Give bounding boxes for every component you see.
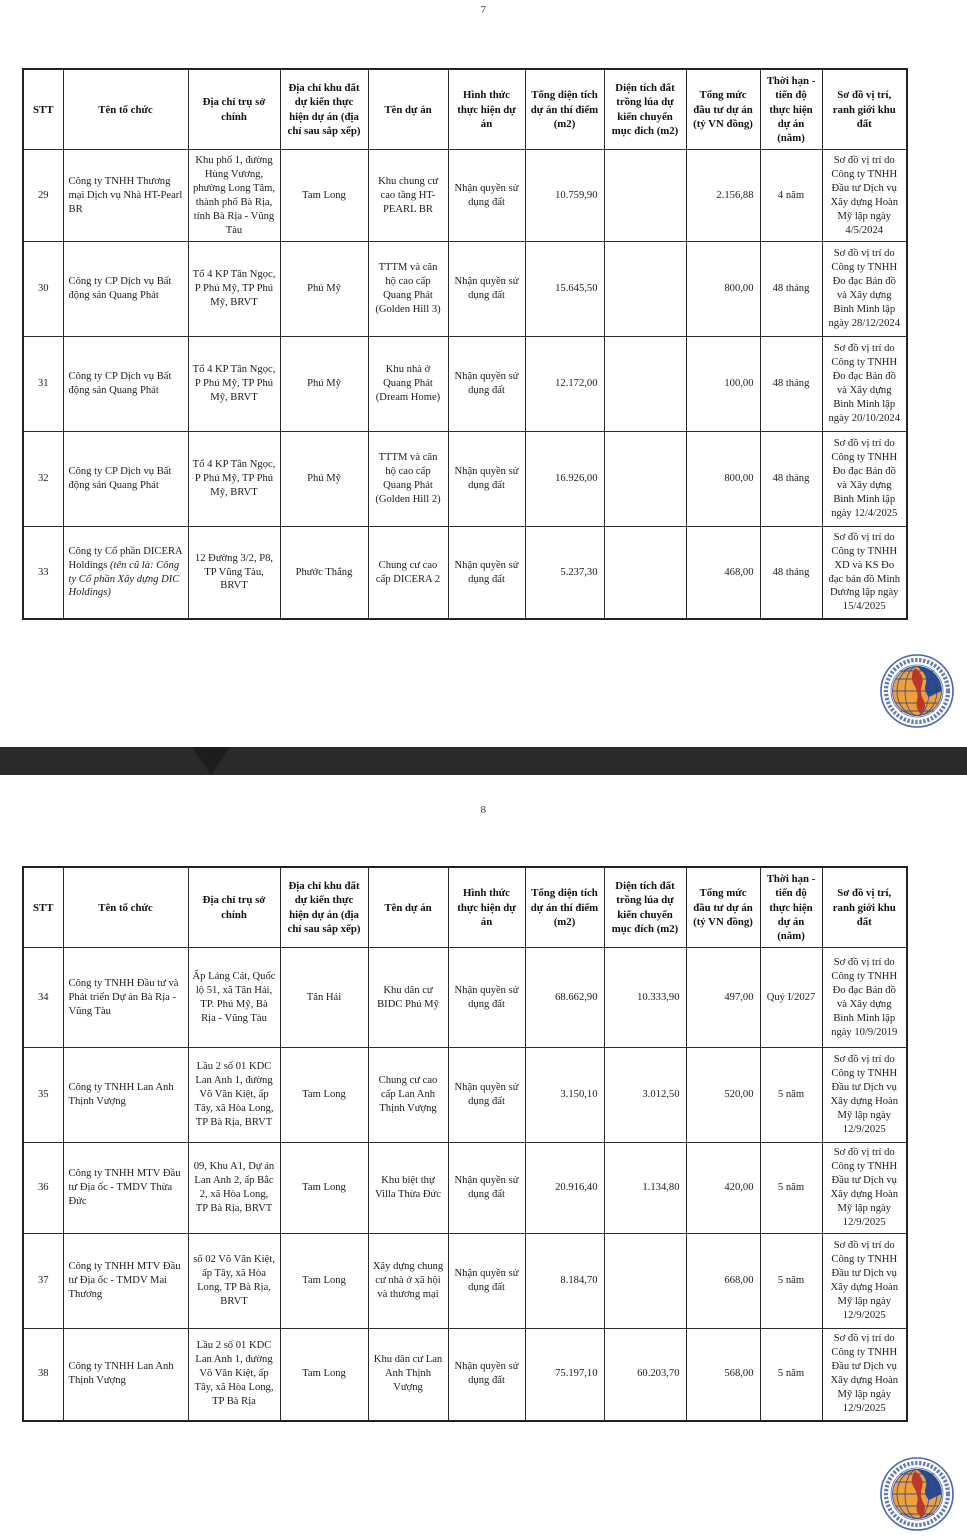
cell-site-address: Tam Long — [280, 1329, 368, 1421]
cell-project-name: Chung cư cao cấp DICERA 2 — [368, 527, 448, 619]
cell-organization: Công ty TNHH Đầu tư và Phát triển Dự án Bà Rịa - Vũng Tàu — [63, 948, 188, 1048]
cell-rice-area — [604, 337, 686, 432]
cell-stt: 38 — [23, 1329, 63, 1421]
table-row — [23, 1048, 907, 1143]
cell-organization: Công ty TNHH MTV Đầu tư Địa ốc - TMDV Thừa Đức — [63, 1143, 188, 1234]
cell-site-address: Phú Mỹ — [280, 432, 368, 527]
cell-duration: 5 năm — [760, 1048, 822, 1143]
cell-project-name: Khu nhà ở Quang Phát (Dream Home) — [368, 337, 448, 432]
column-header-stt: STT — [23, 867, 63, 948]
column-header-total-area: Tổng diện tích dự án thí điểm (m2) — [525, 69, 604, 150]
cell-rice-area: 10.333,90 — [604, 948, 686, 1048]
cell-stt: 37 — [23, 1234, 63, 1329]
table-row — [23, 432, 907, 527]
cell-investment: 668,00 — [686, 1234, 760, 1329]
page-number: 7 — [480, 4, 487, 16]
planning-portal-seal-logo — [879, 653, 955, 729]
cell-method: Nhận quyền sử dụng đất — [448, 1048, 525, 1143]
cell-total-area: 20.916,40 — [525, 1143, 604, 1234]
cell-organization — [63, 527, 188, 619]
page-divider-bar — [0, 747, 967, 775]
pilot-projects-table-page-8 — [22, 866, 908, 1422]
cell-total-area: 16.926,00 — [525, 432, 604, 527]
pilot-projects-table-page-7 — [22, 68, 908, 620]
cell-duration: 48 tháng — [760, 337, 822, 432]
cell-stt: 29 — [23, 150, 63, 242]
cell-organization: Công ty CP Dịch vụ Bất động sản Quang Phát — [63, 242, 188, 337]
cell-map-note: Sơ đồ vị trí do Công ty TNHH Đầu tư Dịch vụ Xây dựng Hoàn Mỹ lập ngày 12/9/2025 — [822, 1329, 907, 1421]
cell-total-area: 8.184,70 — [525, 1234, 604, 1329]
cell-rice-area: 1.134,80 — [604, 1143, 686, 1234]
cell-investment: 800,00 — [686, 242, 760, 337]
cell-total-area: 12.172,00 — [525, 337, 604, 432]
table-row — [23, 150, 907, 242]
cell-rice-area — [604, 432, 686, 527]
cell-duration: 5 năm — [760, 1143, 822, 1234]
document-page-8 — [0, 775, 967, 1540]
table-row — [23, 1143, 907, 1234]
column-header-site-address: Địa chỉ khu đất dự kiến thực hiện dự án (địa chỉ sau sắp xếp) — [280, 867, 368, 948]
cell-total-area: 10.759,90 — [525, 150, 604, 242]
cell-organization: Công ty TNHH MTV Đầu tư Địa ốc - TMDV Mai Thương — [63, 1234, 188, 1329]
column-header-project-name: Tên dự án — [368, 69, 448, 150]
cell-method: Nhận quyền sử dụng đất — [448, 432, 525, 527]
table-row — [23, 527, 907, 619]
cell-investment: 468,00 — [686, 527, 760, 619]
column-header-site-address: Địa chỉ khu đất dự kiến thực hiện dự án (địa chỉ sau sắp xếp) — [280, 69, 368, 150]
cell-stt: 36 — [23, 1143, 63, 1234]
cell-site-address: Tam Long — [280, 1048, 368, 1143]
cell-rice-area — [604, 527, 686, 619]
cell-investment: 100,00 — [686, 337, 760, 432]
column-header-organization: Tên tổ chức — [63, 69, 188, 150]
column-header-map-note: Sơ đồ vị trí, ranh giới khu đất — [822, 69, 907, 150]
cell-map-note: Sơ đồ vị trí do Công ty TNHH Đầu tư Dịch vụ Xây dựng Hoàn Mỹ lập ngày 4/5/2024 — [822, 150, 907, 242]
cell-stt: 35 — [23, 1048, 63, 1143]
cell-total-area: 75.197,10 — [525, 1329, 604, 1421]
column-header-investment: Tổng mức đầu tư dự án (tỷ VN đồng) — [686, 867, 760, 948]
cell-total-area: 68.662,90 — [525, 948, 604, 1048]
column-header-duration: Thời hạn - tiến độ thực hiện dự án (năm) — [760, 69, 822, 150]
column-header-stt: STT — [23, 69, 63, 150]
cell-stt: 30 — [23, 242, 63, 337]
cell-site-address: Tam Long — [280, 1234, 368, 1329]
cell-method: Nhận quyền sử dụng đất — [448, 242, 525, 337]
table-row — [23, 948, 907, 1048]
cell-rice-area: 60.203,70 — [604, 1329, 686, 1421]
table-row — [23, 1329, 907, 1421]
cell-method: Nhận quyền sử dụng đất — [448, 1329, 525, 1421]
cell-stt: 32 — [23, 432, 63, 527]
cell-organization: Công ty TNHH Lan Anh Thịnh Vượng — [63, 1329, 188, 1421]
cell-hq-address: 09, Khu A1, Dự án Lan Anh 2, ấp Bắc 2, xã Hòa Long, TP Bà Rịa, BRVT — [188, 1143, 280, 1234]
page-number: 8 — [480, 804, 487, 816]
cell-project-name: Chung cư cao cấp Lan Anh Thịnh Vượng — [368, 1048, 448, 1143]
cell-project-name: TTTM và căn hộ cao cấp Quang Phát (Golden Hill 3) — [368, 242, 448, 337]
cell-investment: 800,00 — [686, 432, 760, 527]
cell-hq-address: Tổ 4 KP Tân Ngọc, P Phú Mỹ, TP Phú Mỹ, BRVT — [188, 432, 280, 527]
cell-map-note: Sơ đồ vị trí do Công ty TNHH Đầu tư Dịch vụ Xây dựng Hoàn Mỹ lập ngày 12/9/2025 — [822, 1234, 907, 1329]
cell-map-note: Sơ đồ vị trí do Công ty TNHH Đo đạc Bản đồ và Xây dựng Bình Minh lập ngày 12/4/2025 — [822, 432, 907, 527]
cell-hq-address: số 02 Võ Văn Kiệt, ấp Tây, xã Hòa Long, TP Bà Rịa, BRVT — [188, 1234, 280, 1329]
column-header-method: Hình thức thực hiện dự án — [448, 69, 525, 150]
cell-site-address: Tân Hải — [280, 948, 368, 1048]
column-header-investment: Tổng mức đầu tư dự án (tỷ VN đồng) — [686, 69, 760, 150]
cell-site-address: Phước Thắng — [280, 527, 368, 619]
organization-name: Công ty Cổ phần DICERA Holdings — [68, 545, 183, 571]
cell-stt: 33 — [23, 527, 63, 619]
cell-map-note: Sơ đồ vị trí do Công ty TNHH Đo đạc Bản đồ và Xây dựng Bình Minh lập ngày 28/12/2024 — [822, 242, 907, 337]
cell-site-address: Tam Long — [280, 1143, 368, 1234]
cell-total-area: 5.237,30 — [525, 527, 604, 619]
cell-hq-address: Lầu 2 số 01 KDC Lan Anh 1, đường Võ Văn Kiệt, ấp Tây, xã Hòa Long, TP Bà Rịa — [188, 1329, 280, 1421]
table-row — [23, 337, 907, 432]
cell-total-area: 3.150,10 — [525, 1048, 604, 1143]
cell-site-address: Phú Mỹ — [280, 242, 368, 337]
header-row — [23, 69, 907, 150]
cell-project-name: Khu dân cư Lan Anh Thịnh Vượng — [368, 1329, 448, 1421]
cell-investment: 420,00 — [686, 1143, 760, 1234]
cell-hq-address: 12 Đường 3/2, P8, TP Vũng Tàu, BRVT — [188, 527, 280, 619]
column-header-hq-address: Địa chỉ trụ sở chính — [188, 867, 280, 948]
column-header-project-name: Tên dự án — [368, 867, 448, 948]
cell-duration: 5 năm — [760, 1329, 822, 1421]
column-header-hq-address: Địa chỉ trụ sở chính — [188, 69, 280, 150]
cell-hq-address: Ấp Láng Cát, Quốc lộ 51, xã Tân Hải, TP. Phú Mỹ, Bà Rịa - Vũng Tàu — [188, 948, 280, 1048]
cell-organization: Công ty TNHH Lan Anh Thịnh Vượng — [63, 1048, 188, 1143]
page-fold-triangle — [192, 747, 230, 775]
cell-total-area: 15.645,50 — [525, 242, 604, 337]
cell-rice-area — [604, 242, 686, 337]
cell-map-note: Sơ đồ vị trí do Công ty TNHH Đầu tư Dịch vụ Xây dựng Hoàn Mỹ lập ngày 12/9/2025 — [822, 1143, 907, 1234]
cell-project-name: Khu chung cư cao tầng HT-PEARL BR — [368, 150, 448, 242]
cell-duration: Quý I/2027 — [760, 948, 822, 1048]
cell-investment: 520,00 — [686, 1048, 760, 1143]
cell-site-address: Phú Mỹ — [280, 337, 368, 432]
cell-map-note: Sơ đồ vị trí do Công ty TNHH Đo đạc Bản đồ và Xây dựng Bình Minh lập ngày 10/9/2019 — [822, 948, 907, 1048]
cell-stt: 31 — [23, 337, 63, 432]
cell-organization: Công ty CP Dịch vụ Bất động sản Quang Phát — [63, 337, 188, 432]
cell-method: Nhận quyền sử dụng đất — [448, 150, 525, 242]
column-header-organization: Tên tổ chức — [63, 867, 188, 948]
column-header-rice-area: Diện tích đất trồng lúa dự kiến chuyển mục đích (m2) — [604, 867, 686, 948]
cell-organization: Công ty CP Dịch vụ Bất động sản Quang Phát — [63, 432, 188, 527]
cell-investment: 497,00 — [686, 948, 760, 1048]
cell-hq-address: Khu phố 1, đường Hùng Vương, phường Long Tâm, thành phố Bà Rịa, tỉnh Bà Rịa - Vũng Tàu — [188, 150, 280, 242]
header-row — [23, 867, 907, 948]
cell-map-note: Sơ đồ vị trí do Công ty TNHH XD và KS Đo đạc bản đồ Minh Dương lập ngày 15/4/2025 — [822, 527, 907, 619]
organization-former-name-note: (tên cũ là: Công ty Cổ phần Xây dựng DIC Holdings) — [68, 559, 180, 599]
cell-project-name: TTTM và căn hộ cao cấp Quang Phát (Golden Hill 2) — [368, 432, 448, 527]
cell-rice-area — [604, 150, 686, 242]
cell-hq-address: Lầu 2 số 01 KDC Lan Anh 1, đường Võ Văn Kiệt, ấp Tây, xã Hòa Long, TP Bà Rịa, BRVT — [188, 1048, 280, 1143]
cell-method: Nhận quyền sử dụng đất — [448, 1234, 525, 1329]
column-header-rice-area: Diện tích đất trồng lúa dự kiến chuyển mục đích (m2) — [604, 69, 686, 150]
column-header-total-area: Tổng diện tích dự án thí điểm (m2) — [525, 867, 604, 948]
table-row — [23, 242, 907, 337]
cell-hq-address: Tổ 4 KP Tân Ngọc, P Phú Mỹ, TP Phú Mỹ, BRVT — [188, 337, 280, 432]
cell-organization: Công ty TNHH Thương mại Dịch vụ Nhà HT-Pearl BR — [63, 150, 188, 242]
cell-rice-area — [604, 1234, 686, 1329]
cell-project-name: Xây dựng chung cư nhà ở xã hội và thương mại — [368, 1234, 448, 1329]
cell-investment: 2.156,88 — [686, 150, 760, 242]
table-row — [23, 1234, 907, 1329]
cell-duration: 48 tháng — [760, 432, 822, 527]
column-header-map-note: Sơ đồ vị trí, ranh giới khu đất — [822, 867, 907, 948]
cell-project-name: Khu biệt thự Villa Thừa Đức — [368, 1143, 448, 1234]
cell-duration: 48 tháng — [760, 242, 822, 337]
cell-project-name: Khu dân cư BIDC Phú Mỹ — [368, 948, 448, 1048]
column-header-duration: Thời hạn - tiến độ thực hiện dự án (năm) — [760, 867, 822, 948]
cell-duration: 48 tháng — [760, 527, 822, 619]
cell-map-note: Sơ đồ vị trí do Công ty TNHH Đầu tư Dịch vụ Xây dựng Hoàn Mỹ lập ngày 12/9/2025 — [822, 1048, 907, 1143]
cell-map-note: Sơ đồ vị trí do Công ty TNHH Đo đạc Bản đồ và Xây dựng Bình Minh lập ngày 20/10/2024 — [822, 337, 907, 432]
cell-method: Nhận quyền sử dụng đất — [448, 337, 525, 432]
planning-portal-seal-logo — [879, 1456, 955, 1532]
cell-investment: 568,00 — [686, 1329, 760, 1421]
cell-duration: 5 năm — [760, 1234, 822, 1329]
cell-method: Nhận quyền sử dụng đất — [448, 1143, 525, 1234]
column-header-method: Hình thức thực hiện dự án — [448, 867, 525, 948]
cell-site-address: Tam Long — [280, 150, 368, 242]
cell-stt: 34 — [23, 948, 63, 1048]
cell-rice-area: 3.012,50 — [604, 1048, 686, 1143]
cell-hq-address: Tổ 4 KP Tân Ngọc, P Phú Mỹ, TP Phú Mỹ, BRVT — [188, 242, 280, 337]
cell-method: Nhận quyền sử dụng đất — [448, 948, 525, 1048]
document-page-7 — [0, 0, 967, 747]
cell-method: Nhận quyền sử dụng đất — [448, 527, 525, 619]
cell-duration: 4 năm — [760, 150, 822, 242]
